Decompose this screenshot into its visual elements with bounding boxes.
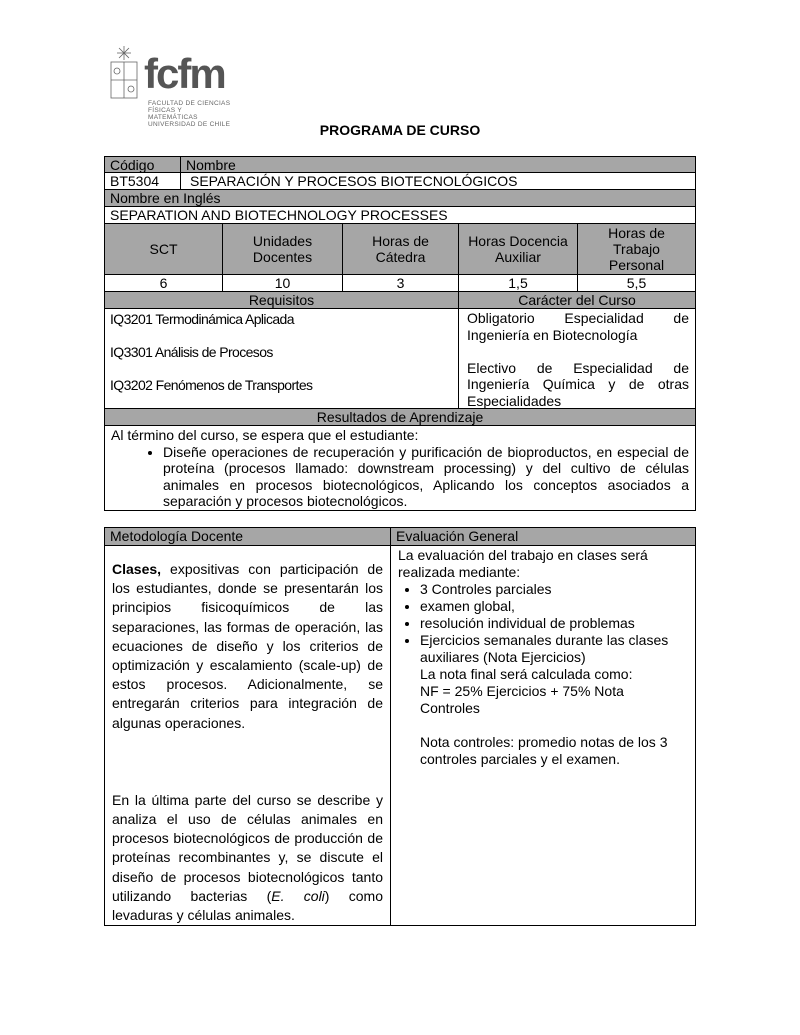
header-sct: SCT [104, 223, 223, 275]
resultados-label: Resultados de Aprendizaje [104, 408, 696, 426]
nota-controles: Nota controles: promedio notas de los 3 controles parciales y el examen. [420, 734, 668, 767]
caracter: Obligatorio Especialidad de Ingeniería en Biotecnología [467, 310, 689, 343]
value-unidades: 10 [222, 274, 343, 292]
ecoli-italic: E. coli [271, 887, 325, 904]
logo-subtitle: FACULTAD DE CIENCIAS [148, 100, 231, 107]
code-label: Código [104, 156, 181, 173]
value-sct: 6 [104, 274, 223, 292]
header-unidades: Unidades Docentes [222, 223, 343, 275]
caracter-list [458, 308, 696, 409]
university-seal-icon [108, 44, 140, 100]
logo-subtitle: FÍSICAS Y MATEMÁTICAS [148, 107, 198, 121]
metodologia-label: Metodología Docente [104, 527, 391, 546]
evaluacion-label: Evaluación General [390, 527, 696, 546]
evaluacion-item: • resolución individual de problemas [420, 615, 685, 632]
value-catedra: 3 [342, 274, 459, 292]
requisito: IQ3301 Análisis de Procesos [110, 344, 273, 360]
logo-text: fcfm [144, 50, 225, 97]
clases-bold: Clases, [112, 561, 162, 577]
course-code: BT5304 [104, 172, 181, 190]
resultados-intro: Al término del curso, se espera que el estudiante: [111, 427, 419, 443]
english-name-label: Nombre en Inglés [104, 189, 696, 207]
requisito: IQ3202 Fenómenos de Transportes [110, 377, 313, 393]
metodologia-content [104, 545, 391, 926]
evaluacion-content [390, 545, 696, 926]
metodologia-p2-text: ) como levaduras y células animales. [112, 887, 384, 924]
caracter: Electivo de Especialidad de Ingeniería Química y de otras Especialidades [467, 359, 689, 409]
evaluacion-item: • examen global, [420, 598, 685, 615]
course-name: SEPARACIÓN Y PROCESOS BIOTECNOLÓGICOS [180, 172, 696, 190]
value-auxiliar: 1,5 [458, 274, 578, 292]
caracter-label: Carácter del Curso [458, 291, 696, 309]
resultado-item: • Diseñe operaciones de recuperación y purificación de bioproductos, en especial de proteína (procesos llamado: downstream processing) y del cultivo de células animales en procesos biotecnológicos, Aplicando los conceptos asociados a separación y procesos biotecnológicos. [163, 444, 689, 510]
evaluacion-item: • 3 Controles parciales [420, 581, 685, 598]
evaluacion-item: • Ejercicios semanales durante las clases auxiliares (Nota Ejercicios) [420, 632, 685, 666]
value-personal: 5,5 [577, 274, 696, 292]
metodologia-p1 [112, 560, 383, 733]
header-personal: Horas de Trabajo Personal [577, 223, 696, 275]
evaluacion-intro: La evaluación del trabajo en clases será realizada mediante: [398, 547, 648, 580]
header-catedra: Horas de Cátedra [342, 223, 459, 275]
requisitos-label: Requisitos [104, 291, 459, 309]
nota-final: La nota final será calculada como: [420, 666, 633, 682]
metodologia-p2 [112, 791, 383, 925]
header-auxiliar: Horas Docencia Auxiliar [458, 223, 578, 275]
metodologia-p2-text: En la última parte del curso se describe y analiza el uso de células animales en procesos biotecnológicos de producción de proteínas recombinantes y, se discute el diseño de procesos biotecnológicos tanto utilizando bacterias ( [112, 791, 383, 904]
metodologia-p1-text: expositivas con participación de los estudiantes, donde se presentarán los principios fisicoquímicos de las separaciones, las formas de operación, las ecuaciones de diseño y los criterios de optimización y escalamiento (scale-up) de estos procesos. Adicionalmente, se entregarán criterios para integración de algunas operaciones. [112, 561, 383, 731]
logo [108, 44, 233, 126]
formula: NF = 25% Ejercicios + 75% Nota Controles [420, 683, 624, 716]
resultados-content [104, 425, 696, 511]
english-name: SEPARATION AND BIOTECHNOLOGY PROCESSES [104, 206, 696, 224]
logo-subtitle: UNIVERSIDAD DE CHILE [148, 121, 231, 128]
name-label: Nombre [180, 156, 696, 173]
requisito: IQ3201 Termodinámica Aplicada [110, 311, 294, 327]
requisitos-list [104, 308, 459, 409]
page-title: PROGRAMA DE CURSO [319, 122, 481, 138]
